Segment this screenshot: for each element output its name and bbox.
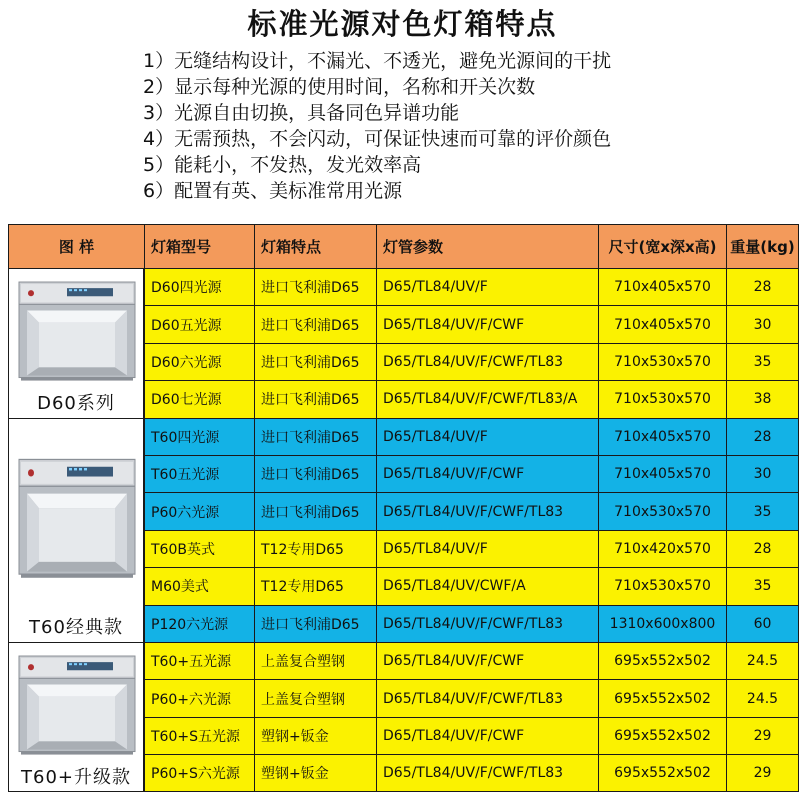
cell-size: 695x552x502 <box>598 642 726 679</box>
feature-item: 1）无缝结构设计，不漏光、不透光，避免光源间的干扰 <box>143 50 612 72</box>
cell-model: T60+五光源 <box>144 642 254 679</box>
feature-list <box>143 48 793 204</box>
cell-size: 710x405x570 <box>598 455 726 492</box>
cell-size: 710x405x570 <box>598 305 726 342</box>
cell-tube: D65/TL84/UV/F/CWF/TL83 <box>376 492 598 529</box>
cell-model: D60四光源 <box>144 268 254 305</box>
feature-item: 4）无需预热，不会闪动，可保证快速而可靠的评价颜色 <box>143 128 612 150</box>
table-row <box>8 679 799 716</box>
cell-feature: 进口飞利浦D65 <box>254 268 376 305</box>
header-feature: 灯箱特点 <box>254 224 376 268</box>
table-row <box>8 717 799 754</box>
cell-weight: 24.5 <box>726 679 799 716</box>
table-row <box>8 305 799 342</box>
feature-item: 6）配置有英、美标准常用光源 <box>143 180 403 202</box>
cell-weight: 29 <box>726 717 799 754</box>
cell-size: 695x552x502 <box>598 717 726 754</box>
cell-weight: 38 <box>726 380 799 417</box>
cell-weight: 28 <box>726 418 799 455</box>
header-tube: 灯管参数 <box>376 224 598 268</box>
table-row <box>8 642 799 679</box>
cell-feature: T12专用D65 <box>254 530 376 567</box>
feature-item: 2）显示每种光源的使用时间，名称和开关次数 <box>143 76 536 98</box>
cell-size: 710x530x570 <box>598 343 726 380</box>
table-header-row <box>8 224 799 268</box>
cell-model: D60五光源 <box>144 305 254 342</box>
table-row <box>8 530 799 567</box>
cell-feature: 进口飞利浦D65 <box>254 343 376 380</box>
cell-size: 695x552x502 <box>598 679 726 716</box>
cell-size: 710x530x570 <box>598 567 726 604</box>
cell-feature: 进口飞利浦D65 <box>254 455 376 492</box>
series-label: T60+升级款 <box>21 766 131 788</box>
cell-size: 1310x600x800 <box>598 605 726 642</box>
cell-tube: D65/TL84/UV/F/CWF <box>376 642 598 679</box>
cell-feature: 上盖复合塑钢 <box>254 642 376 679</box>
cell-tube: D65/TL84/UV/F/CWF/TL83 <box>376 343 598 380</box>
cell-weight: 35 <box>726 343 799 380</box>
cell-feature: T12专用D65 <box>254 567 376 604</box>
series-label: T60经典款 <box>29 616 123 638</box>
cell-feature: 上盖复合塑钢 <box>254 679 376 716</box>
table-bottom-border <box>8 791 799 792</box>
header-model: 灯箱型号 <box>144 224 254 268</box>
table-row <box>8 380 799 417</box>
series-label: D60系列 <box>37 392 115 414</box>
cell-feature: 进口飞利浦D65 <box>254 305 376 342</box>
cell-size: 710x530x570 <box>598 492 726 529</box>
cell-weight: 35 <box>726 492 799 529</box>
cell-model: T60+S五光源 <box>144 717 254 754</box>
cell-size: 710x405x570 <box>598 268 726 305</box>
cell-model: D60六光源 <box>144 343 254 380</box>
cell-feature: 塑钢+钣金 <box>254 717 376 754</box>
cell-feature: 进口飞利浦D65 <box>254 492 376 529</box>
cell-size: 710x420x570 <box>598 530 726 567</box>
product-table <box>8 224 799 792</box>
cell-tube: D65/TL84/UV/F/CWF <box>376 305 598 342</box>
cell-model: P60+S六光源 <box>144 754 254 791</box>
cell-feature: 进口飞利浦D65 <box>254 605 376 642</box>
table-row <box>8 268 799 305</box>
cell-tube: D65/TL84/UV/F <box>376 530 598 567</box>
cell-tube: D65/TL84/UV/F/CWF/TL83 <box>376 679 598 716</box>
table-row <box>8 418 799 455</box>
header-weight: 重量(kg) <box>726 224 799 268</box>
cell-tube: D65/TL84/UV/F/CWF <box>376 455 598 492</box>
cell-size: 710x530x570 <box>598 380 726 417</box>
cell-model: M60美式 <box>144 567 254 604</box>
header-size: 尺寸(宽x深x高) <box>598 224 726 268</box>
cell-feature: 塑钢+钣金 <box>254 754 376 791</box>
table-row <box>8 492 799 529</box>
cell-weight: 30 <box>726 305 799 342</box>
table-row <box>8 455 799 492</box>
page-title: 标准光源对色灯箱特点 <box>247 7 558 41</box>
cell-model: T60四光源 <box>144 418 254 455</box>
cell-tube: D65/TL84/UV/F/CWF <box>376 717 598 754</box>
cell-model: T60五光源 <box>144 455 254 492</box>
cell-model: P60+六光源 <box>144 679 254 716</box>
table-row <box>8 567 799 604</box>
cell-size: 695x552x502 <box>598 754 726 791</box>
cell-tube: D65/TL84/UV/F <box>376 418 598 455</box>
cell-model: D60七光源 <box>144 380 254 417</box>
cell-tube: D65/TL84/UV/CWF/A <box>376 567 598 604</box>
header-image: 图 样 <box>8 224 144 268</box>
table-row <box>8 754 799 791</box>
cell-model: P120六光源 <box>144 605 254 642</box>
cell-weight: 28 <box>726 530 799 567</box>
cell-weight: 28 <box>726 268 799 305</box>
cell-feature: 进口飞利浦D65 <box>254 418 376 455</box>
cell-weight: 30 <box>726 455 799 492</box>
cell-tube: D65/TL84/UV/F/CWF/TL83 <box>376 605 598 642</box>
cell-weight: 29 <box>726 754 799 791</box>
cell-weight: 35 <box>726 567 799 604</box>
feature-item: 3）光源自由切换，具备同色异谱功能 <box>143 102 460 124</box>
cell-weight: 60 <box>726 605 799 642</box>
cell-tube: D65/TL84/UV/F <box>376 268 598 305</box>
cell-tube: D65/TL84/UV/F/CWF/TL83 <box>376 754 598 791</box>
cell-tube: D65/TL84/UV/F/CWF/TL83/A <box>376 380 598 417</box>
cell-weight: 24.5 <box>726 642 799 679</box>
cell-feature: 进口飞利浦D65 <box>254 380 376 417</box>
table-row <box>8 605 799 642</box>
feature-item: 5）能耗小，不发热，发光效率高 <box>143 154 422 176</box>
cell-size: 710x405x570 <box>598 418 726 455</box>
cell-model: P60六光源 <box>144 492 254 529</box>
table-row <box>8 343 799 380</box>
cell-model: T60B英式 <box>144 530 254 567</box>
